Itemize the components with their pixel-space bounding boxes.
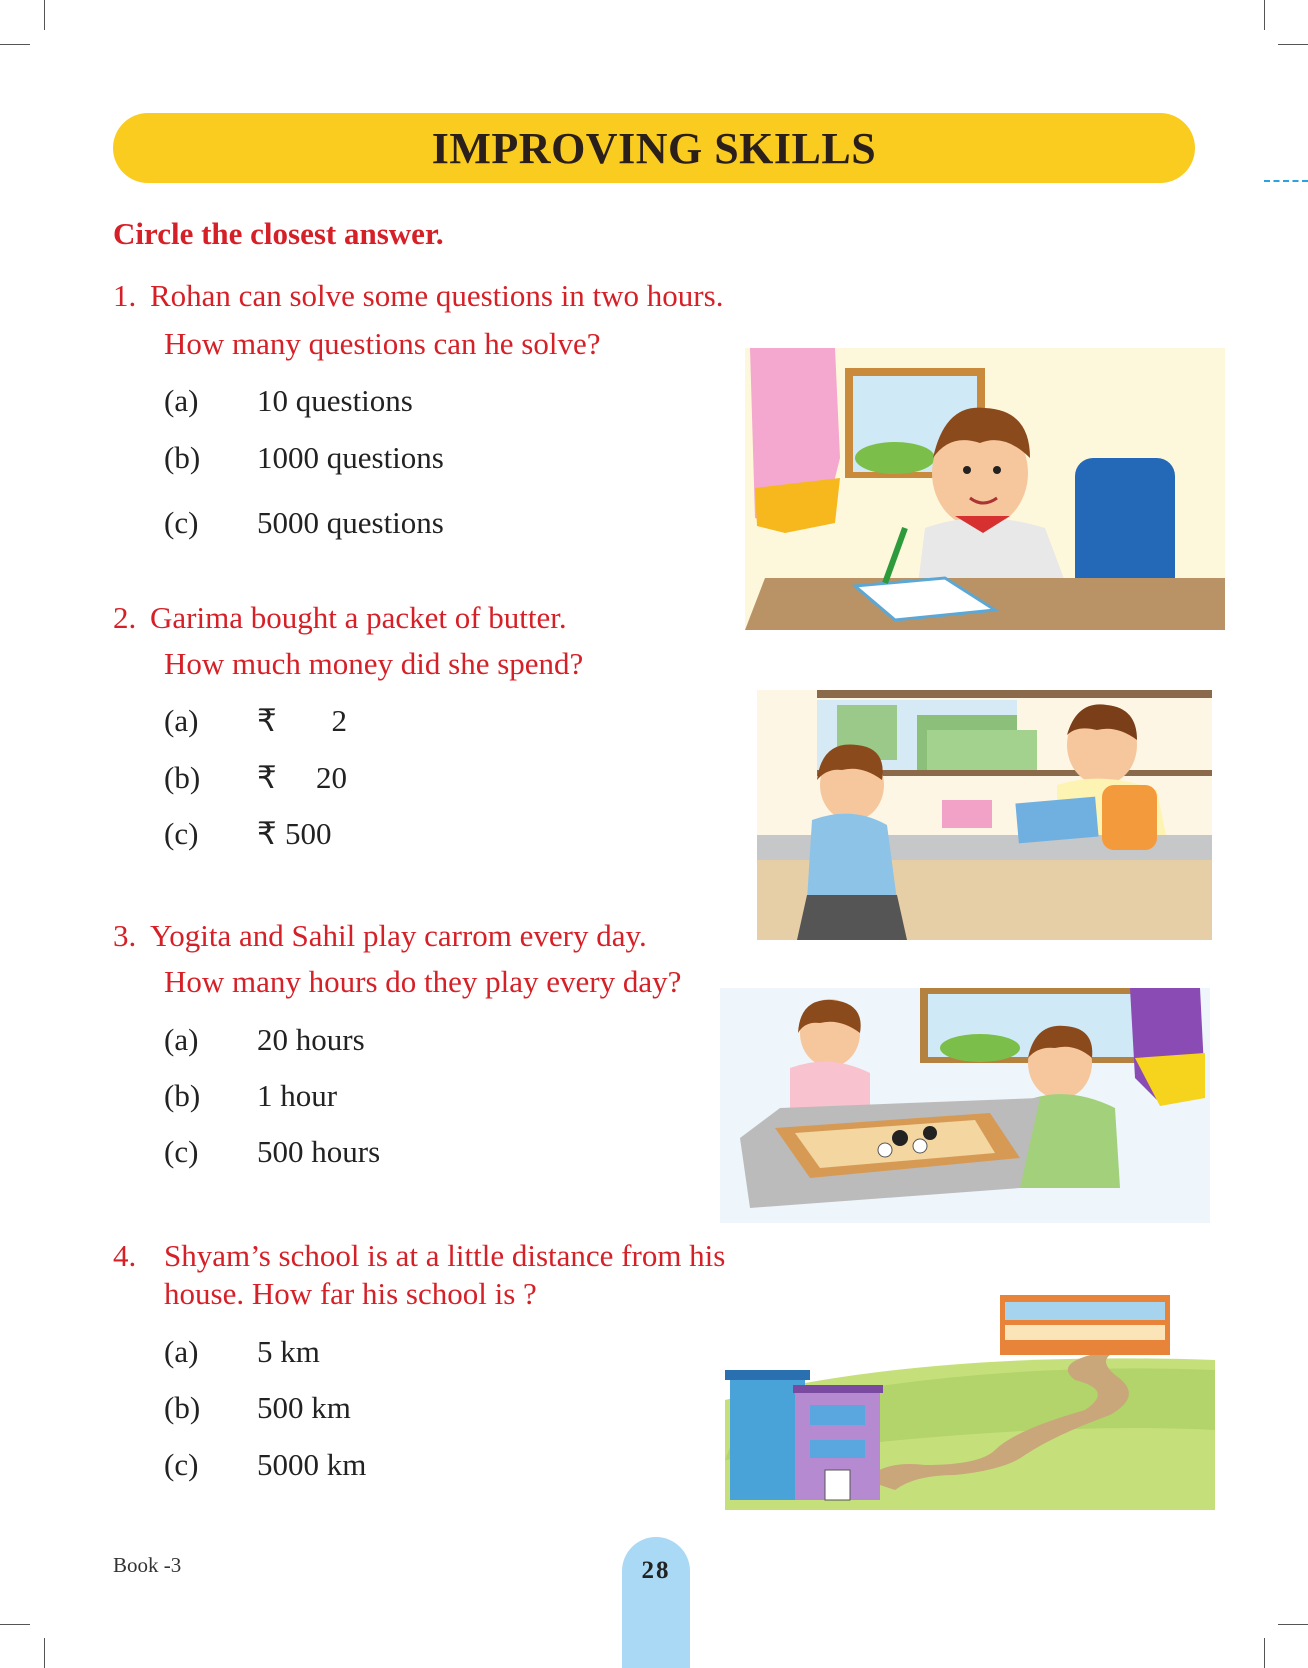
crop-mark — [0, 44, 30, 45]
option-text: 5000 questions — [257, 505, 444, 540]
question-number: 3. — [113, 918, 137, 953]
title-banner — [113, 113, 1195, 183]
question-number: 2. — [113, 600, 137, 635]
question-text: Shyam’s school is at a little distance from his — [164, 1238, 726, 1273]
page-number: 28 — [641, 1557, 671, 1584]
shop-counter-illustration — [757, 690, 1212, 940]
option-letter: (c) — [164, 1134, 199, 1169]
option-text: 1 hour — [257, 1078, 338, 1113]
question-text: How many hours do they play every day? — [164, 964, 682, 999]
option-letter: (b) — [164, 1078, 201, 1113]
rupee-symbol: ₹ — [257, 816, 277, 851]
crop-mark — [0, 1624, 30, 1625]
option-text: 20 — [316, 760, 347, 795]
boy-studying-illustration — [745, 348, 1225, 630]
option-letter: (a) — [164, 1334, 199, 1369]
carrom-illustration — [720, 988, 1210, 1223]
option-letter: (c) — [164, 505, 199, 540]
question-text: Rohan can solve some questions in two hours. — [150, 278, 724, 313]
crop-mark — [44, 1638, 45, 1668]
option-letter: (c) — [164, 1447, 199, 1482]
question-text: house. How far his school is ? — [164, 1276, 537, 1311]
option-letter: (a) — [164, 1022, 199, 1057]
crop-mark — [44, 0, 45, 30]
option-text: 5000 km — [257, 1447, 367, 1482]
edge-dash — [1264, 180, 1308, 182]
question-text: How many questions can he solve? — [164, 326, 601, 361]
option-letter: (a) — [164, 703, 199, 738]
question-text: How much money did she spend? — [164, 646, 584, 681]
crop-mark — [1278, 44, 1308, 45]
option-text: 2 — [331, 703, 347, 738]
question-text: Garima bought a packet of butter. — [150, 600, 567, 635]
option-letter: (b) — [164, 440, 201, 475]
rupee-symbol: ₹ — [257, 703, 277, 738]
option-text: 500 — [285, 816, 332, 851]
book-label: Book -3 — [113, 1553, 182, 1577]
option-letter: (c) — [164, 816, 199, 851]
rupee-symbol: ₹ — [257, 760, 277, 795]
option-letter: (a) — [164, 383, 199, 418]
page-title: IMPROVING SKILLS — [431, 123, 877, 173]
option-text: 20 hours — [257, 1022, 365, 1057]
question-text: Yogita and Sahil play carrom every day. — [150, 918, 647, 953]
option-text: 5 km — [257, 1334, 320, 1369]
option-text: 10 questions — [257, 383, 413, 418]
crop-mark — [1264, 1638, 1265, 1668]
option-text: 500 hours — [257, 1134, 381, 1169]
house-to-school-illustration — [725, 1290, 1215, 1510]
question-number: 4. — [113, 1238, 137, 1273]
option-letter: (b) — [164, 760, 201, 795]
page-number-tab — [622, 1537, 690, 1668]
option-text: 1000 questions — [257, 440, 444, 475]
option-letter: (b) — [164, 1390, 201, 1425]
crop-mark — [1264, 0, 1265, 30]
option-text: 500 km — [257, 1390, 351, 1425]
question-number: 1. — [113, 278, 137, 313]
crop-mark — [1278, 1624, 1308, 1625]
instruction: Circle the closest answer. — [113, 216, 444, 251]
